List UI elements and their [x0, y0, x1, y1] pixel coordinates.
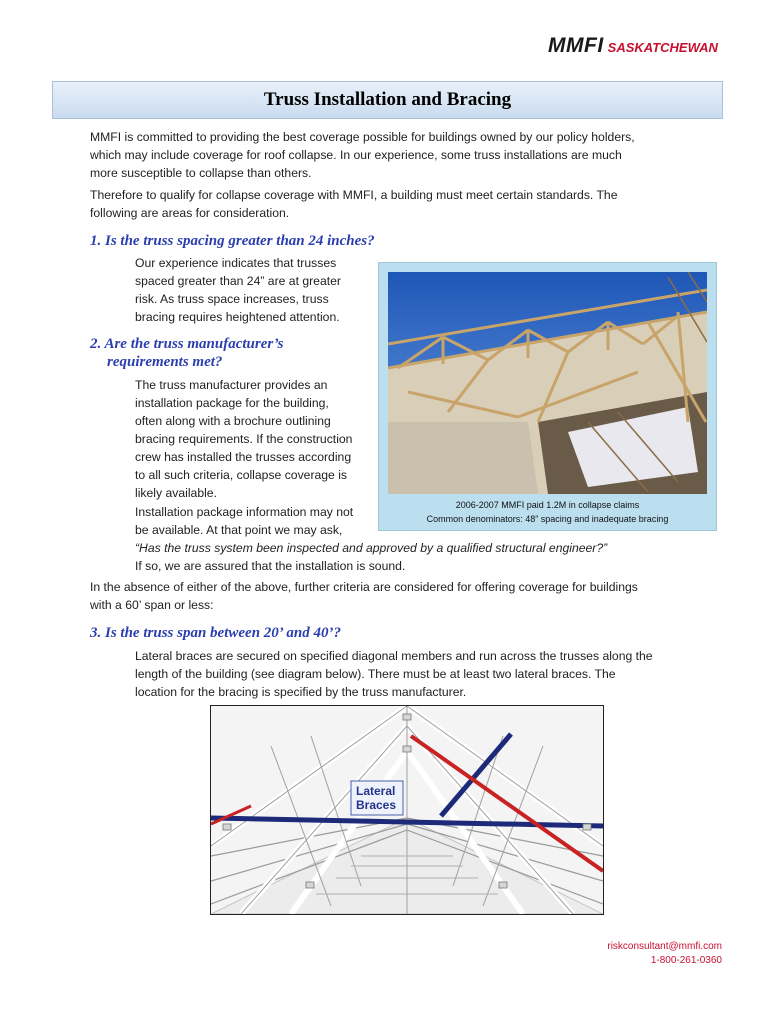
q2-heading-line: 2. Are the truss manufacturer’s [90, 336, 284, 352]
q3-paragraph [135, 647, 653, 701]
absence-line: with a 60’ span or less: [90, 598, 214, 612]
qualify-line: Therefore to qualify for collapse coverage with MMFI, a building must meet certain standards. The [90, 188, 618, 202]
intro-line: which may include coverage for roof collapse. In our experience, some truss installations are much [90, 148, 622, 162]
truss-bracing-illustration [211, 706, 603, 914]
logo-brand: MMFI [548, 34, 604, 57]
q2-line: to all such criteria, collapse coverage is [135, 468, 348, 482]
diagram-label-line-2: Braces [356, 798, 397, 812]
q1-line: spaced greater than 24” are at greater [135, 274, 341, 288]
q2-line: installation package for the building, [135, 396, 329, 410]
collapse-photo-frame [378, 262, 717, 531]
lateral-braces-diagram [210, 705, 604, 915]
absence-line: In the absence of either of the above, further criteria are considered for offering coverage for buildings [90, 580, 638, 594]
logo [548, 34, 718, 58]
q2-heading-line: requirements met? [107, 354, 223, 370]
photo-caption-line-1: 2006-2007 MMFI paid 1.2M in collapse claims [455, 500, 640, 510]
title-bar [52, 81, 723, 119]
q1-heading: 1. Is the truss spacing greater than 24 inches? [90, 233, 375, 249]
q2-line: often along with a brochure outlining [135, 414, 331, 428]
absence-paragraph [90, 578, 638, 614]
q3-heading: 3. Is the truss span between 20’ and 40’? [90, 625, 342, 641]
q2-line: bracing requirements. If the construction [135, 432, 353, 446]
q2-line: likely available. [135, 486, 217, 500]
q1-line: risk. As truss space increases, truss [135, 292, 329, 306]
q2-heading [90, 335, 284, 371]
q3-line: Lateral braces are secured on specified diagonal members and run across the trusses along the [135, 649, 653, 663]
footer-email[interactable]: riskconsultant@mmfi.com [607, 941, 722, 952]
q2-paragraph [135, 376, 352, 502]
q2-line: The truss manufacturer provides an [135, 378, 328, 392]
q2-after-quote: If so, we are assured that the installation is sound. [135, 559, 406, 573]
engineer-quote: “Has the truss system been inspected and approved by a qualified structural engineer?” [135, 541, 608, 555]
q2-line: Installation package information may not [135, 505, 354, 519]
intro-line: MMFI is committed to providing the best coverage possible for buildings owned by our policy holders, [90, 130, 635, 144]
page-title: Truss Installation and Bracing [263, 89, 512, 110]
q2-line: crew has installed the trusses according [135, 450, 352, 464]
intro-line: more susceptible to collapse than others. [90, 166, 312, 180]
logo-region: SASKATCHEWAN [607, 40, 718, 55]
footer-phone: 1-800-261-0360 [650, 955, 722, 966]
q3-line: location for the bracing is specified by the truss manufacturer. [135, 685, 467, 699]
photo-caption-line-2: Common denominators: 48” spacing and inadequate bracing [426, 514, 669, 524]
contact-footer [607, 940, 722, 968]
qualify-paragraph [90, 186, 617, 222]
q1-line: Our experience indicates that trusses [135, 256, 337, 270]
q3-line: length of the building (see diagram below). There must be at least two lateral braces. The [135, 667, 616, 681]
q1-line: bracing requires heightened attention. [135, 310, 340, 324]
diagram-label-line-1: Lateral [356, 784, 396, 798]
qualify-line: following are areas for consideration. [90, 206, 290, 220]
intro-paragraph [90, 128, 635, 182]
q1-paragraph [135, 254, 341, 326]
q2-line: be available. At that point we may ask, [135, 523, 343, 537]
collapsed-roof-photo [388, 272, 707, 494]
